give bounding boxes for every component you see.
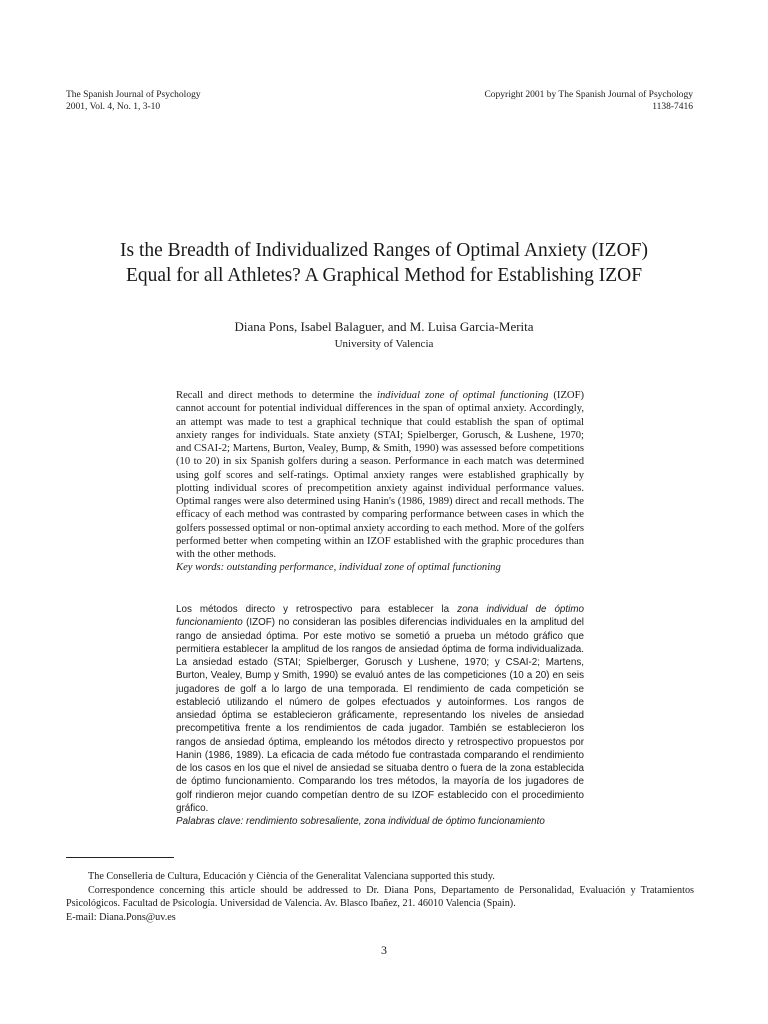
funding-note: The Conselleria de Cultura, Educación y Ciència of the Generalitat Valenciana supported this study. — [88, 871, 495, 882]
journal-citation: 2001, Vol. 4, No. 1, 3-10 — [66, 102, 161, 112]
abstract-text-rest: (IZOF) cannot account for potential individual differences in the span of optimal anxiety. Accordingly, an attempt was made to test a graphical technique that could establish the span of optimal anxiety ranges for individuals. State anxiety (STAI; Spielberger, Gorusch, & Lushene, 1970; and CSAI-2; Martens, Burton, Vealey, Bump, & Smith, 1990) was assessed before competitions (10 to 20) in six Spanish golfers during a season. Performance in each match was determined using golf scores and self-ratings. Optimal anxiety ranges were established graphically by plotting individual scores of precompetition anxiety against individual performance values. Optimal ranges were also determined using Hanin's (1986, 1989) direct and recall methods. The efficacy of each method was contrasted by comparing performance between cases in which the golfers possessed optimal or non-optimal anxiety according to each method. More of the golfers performed better when competing within an IZOF established with the graphic procedures than with the other methods. — [176, 390, 584, 560]
article-title — [60, 238, 708, 288]
resumen-text-start: Los métodos directo y retrospectivo para establecer la — [176, 604, 458, 615]
keywords-spanish: Palabras clave: rendimiento sobresaliente, zona individual de óptimo funcionamiento — [176, 816, 545, 827]
copyright-notice: Copyright 2001 by The Spanish Journal of Psychology — [484, 90, 693, 100]
journal-name: The Spanish Journal of Psychology — [66, 90, 201, 100]
title-line-2: Equal for all Athletes? A Graphical Method for Establishing IZOF — [125, 265, 643, 286]
contact-email: E-mail: Diana.Pons@uv.es — [66, 911, 176, 923]
issn: 1138-7416 — [652, 102, 693, 112]
title-line-1: Is the Breadth of Individualized Ranges of Optimal Anxiety (IZOF) — [119, 240, 648, 261]
keywords-english: Key words: outstanding performance, individual zone of optimal functioning — [176, 562, 501, 574]
footnotes — [66, 870, 694, 924]
page-number: 3 — [381, 943, 387, 957]
affiliation: University of Valencia — [334, 338, 434, 350]
abstract-text-start: Recall and direct methods to determine the — [176, 390, 378, 401]
resumen-text-rest: (IZOF) no consideran las posibles diferencias individuales en la amplitud del rango de ansiedad óptima. Por este motivo se sometió a prueba un método gráfico que permitiera establecer la amplitud de los rangos de ansiedad óptima de forma individualizada. La ansiedad estado (STAI; Spielberger, Gorusch y Lushene, 1970; y CSAI-2; Martens, Burton, Vealey, Bump y Smith, 1990) se evaluó antes de las competiciones (10 a 20) en seis jugadores de golf a lo largo de una temporada. El rendimiento de cada competición se estableció utilizando el número de golpes efectuados y autoinformes. Los rangos de ansiedad óptima se establecieron gráficamente, representando los niveles de ansiedad precompetitiva frente a los rendimientos de cada jugador. También se establecieron los rangos de ansiedad óptima, empleando los métodos directo y retrospectivo propuestos por Hanin (1986, 1989). La eficacia de cada método fue contrastada comparando el rendimiento de los casos en los que el nivel de ansiedad se situaba dentro o fuera de la zona establecida de óptimo funcionamiento. Comparando los tres métodos, la mayoría de los jugadores de golf rindieron mejor cuando competían dentro de su IZOF establecido con el procedimiento gráfico. — [176, 617, 584, 814]
abstract-italic-term: individual zone of optimal functioning — [377, 390, 549, 401]
footnote-divider — [66, 857, 174, 858]
correspondence-note: Correspondence concerning this article should be addressed to Dr. Diana Pons, Departamento de Personalidad, Evaluación y Tratamientos Psicológicos. Facultad de Psicología. Universidad de Valencia. Av. Blasco Ibañez, 21. 46010 Valencia (Spain). — [66, 884, 694, 909]
running-header-right — [484, 89, 693, 113]
running-header-left — [66, 89, 201, 113]
abstract-english — [176, 389, 584, 575]
abstract-spanish — [176, 603, 584, 828]
resumen-italic-term: zona individual de óptimo funcionamiento — [176, 604, 584, 629]
author-list: Diana Pons, Isabel Balaguer, and M. Luisa Garcia-Merita — [234, 319, 534, 334]
